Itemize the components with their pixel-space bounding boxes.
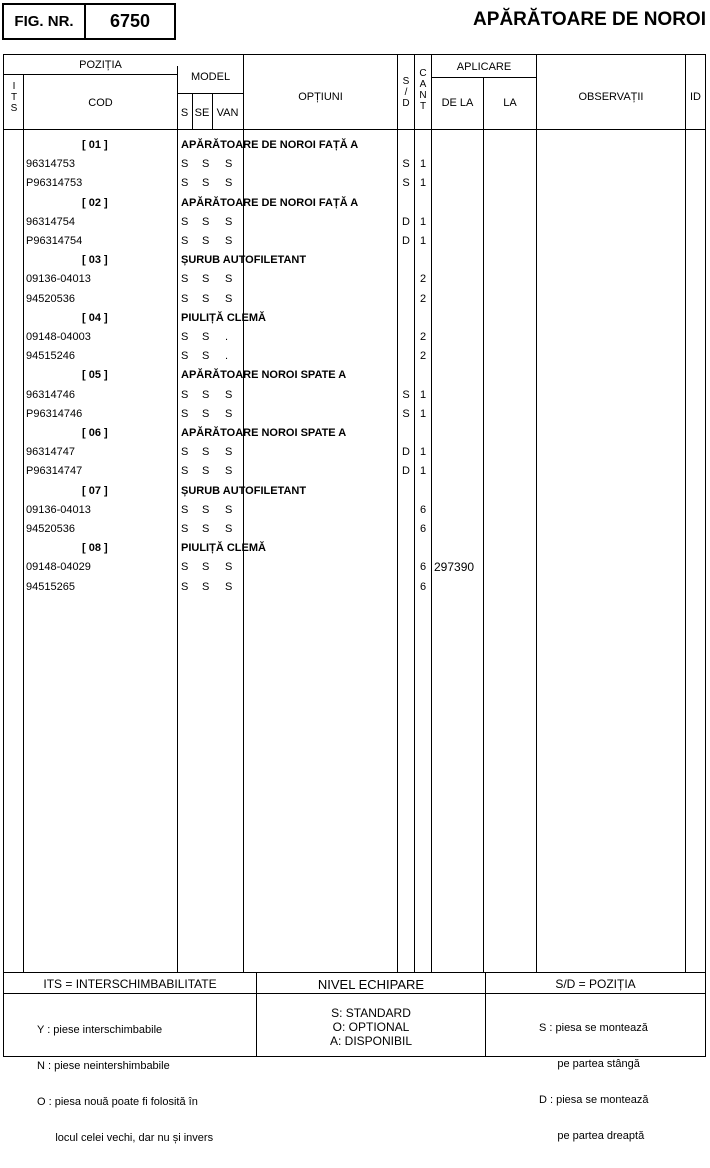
- divider: [4, 74, 177, 75]
- quantity-value: 1: [419, 235, 427, 247]
- model-s-value: S: [181, 446, 189, 459]
- model-se-value: S: [202, 465, 210, 478]
- position-number: [ 04 ]: [82, 311, 108, 324]
- position-row: [4, 366, 704, 385]
- part-description: ȘURUB AUTOFILETANT: [181, 484, 307, 497]
- model-van-value: S: [225, 177, 233, 190]
- model-s-value: S: [181, 561, 189, 574]
- model-s-value: S: [181, 388, 189, 401]
- header-model-s: S: [180, 107, 189, 119]
- quantity-value: 2: [419, 292, 427, 305]
- header-model-van: VAN: [216, 107, 239, 119]
- quantity-value: 2: [419, 331, 427, 343]
- header-aplicare: APLICARE: [456, 61, 512, 73]
- header-model-se: SE: [194, 107, 210, 119]
- model-s-value: S: [181, 580, 189, 593]
- model-se-value: S: [202, 561, 210, 574]
- part-description: APĂRĂTOARE DE NOROI FAȚĂ A: [181, 196, 359, 209]
- header-la: LA: [503, 97, 517, 109]
- side-value: S: [402, 177, 410, 190]
- table-row: [4, 270, 704, 289]
- part-code: 09136-04013: [26, 273, 91, 286]
- table-row: [4, 347, 704, 366]
- model-van-value: S: [225, 407, 233, 420]
- model-s-value: S: [181, 350, 189, 363]
- header-its: I T S: [10, 81, 18, 114]
- model-s-value: S: [181, 177, 189, 190]
- model-van-value: S: [225, 388, 233, 401]
- table-row: [4, 405, 704, 424]
- model-van-value: S: [225, 273, 233, 286]
- legend-its-list: [37, 1000, 255, 1168]
- part-code: P96314747: [26, 465, 83, 478]
- position-number: [ 02 ]: [82, 196, 108, 209]
- legend-item: pe partea dreaptă: [539, 1130, 645, 1142]
- legend-item: Y : piese interschimbabile: [37, 1024, 163, 1036]
- model-van-value: S: [225, 215, 233, 228]
- part-code: 09148-04029: [26, 561, 91, 574]
- part-code: P96314746: [26, 407, 83, 420]
- quantity-value: 1: [419, 465, 427, 478]
- legend-item: locul celei vechi, dar nu și invers: [37, 1132, 214, 1144]
- legend-nivel-list: [257, 1006, 485, 1048]
- quantity-value: 6: [419, 580, 427, 593]
- table-row: [4, 290, 704, 309]
- quantity-value: 1: [419, 158, 427, 171]
- model-s-value: S: [181, 292, 189, 305]
- part-code: P96314754: [26, 235, 83, 247]
- applies-from-value: 297390: [434, 560, 475, 575]
- model-van-value: S: [225, 465, 233, 478]
- legend-sd-title: S/D = POZIȚIA: [555, 977, 636, 991]
- quantity-value: 1: [419, 407, 427, 420]
- side-value: D: [402, 235, 410, 247]
- header-de-la: DE LA: [441, 97, 474, 109]
- model-van-value: S: [225, 446, 233, 459]
- quantity-value: 6: [419, 503, 427, 516]
- model-se-value: S: [202, 407, 210, 420]
- part-description: APĂRĂTOARE NOROI SPATE A: [181, 427, 347, 439]
- part-description: APĂRĂTOARE DE NOROI FAȚĂ A: [181, 139, 359, 151]
- quantity-value: 6: [419, 523, 427, 535]
- legend-nivel-title: NIVEL ECHIPARE: [317, 977, 425, 992]
- table-row: [4, 328, 704, 347]
- table-row: [4, 213, 704, 232]
- legend-item: A: DISPONIBIL: [329, 1034, 413, 1048]
- model-van-value: S: [225, 235, 233, 247]
- divider: [431, 77, 536, 78]
- table-row: [4, 386, 704, 405]
- model-se-value: S: [202, 580, 210, 593]
- header-id: ID: [690, 91, 701, 103]
- header-bottom-line: [4, 129, 705, 130]
- part-code: 94520536: [26, 523, 75, 535]
- model-se-value: S: [202, 215, 210, 228]
- table-row: [4, 578, 704, 597]
- model-se-value: S: [202, 177, 210, 190]
- model-se-value: S: [202, 350, 210, 363]
- model-se-value: S: [202, 503, 210, 516]
- position-number: [ 06 ]: [82, 427, 108, 439]
- part-description: PIULIȚĂ CLEMĂ: [181, 311, 266, 324]
- legend-item: N : piese neintershimbabile: [37, 1060, 170, 1072]
- model-van-value: S: [225, 292, 233, 305]
- legend-item: pe partea stângă: [539, 1058, 640, 1070]
- position-number: [ 05 ]: [82, 369, 108, 382]
- model-s-value: S: [181, 235, 189, 247]
- fig-number: 6750: [109, 11, 151, 31]
- position-number: [ 03 ]: [82, 254, 108, 267]
- quantity-value: 6: [419, 561, 427, 574]
- divider: [4, 972, 705, 973]
- table-row: [4, 558, 704, 577]
- fig-label: FIG. NR.: [4, 5, 86, 38]
- table-row: [4, 501, 704, 520]
- header-cod: COD: [88, 97, 113, 109]
- model-se-value: S: [202, 388, 210, 401]
- model-van-value: S: [225, 158, 233, 171]
- legend-sd-list: [539, 998, 704, 1166]
- figure-number-box: [2, 3, 176, 40]
- position-number: [ 08 ]: [82, 542, 108, 555]
- header-observatii: OBSERVAȚII: [578, 91, 644, 103]
- table-row: [4, 462, 704, 481]
- position-number: [ 07 ]: [82, 484, 108, 497]
- model-van-value: S: [225, 523, 233, 535]
- part-code: 09136-04013: [26, 503, 91, 516]
- model-se-value: S: [202, 235, 210, 247]
- model-van-value: .: [225, 350, 229, 363]
- side-value: S: [402, 407, 410, 420]
- quantity-value: 1: [419, 388, 427, 401]
- part-code: P96314753: [26, 177, 83, 190]
- model-se-value: S: [202, 446, 210, 459]
- legend-item: O : piesa nouă poate fi folosită în: [37, 1096, 198, 1108]
- quantity-value: 1: [419, 215, 427, 228]
- legend-item: O: OPTIONAL: [332, 1020, 410, 1034]
- side-value: S: [402, 388, 410, 401]
- model-s-value: S: [181, 523, 189, 535]
- model-se-value: S: [202, 292, 210, 305]
- quantity-value: 2: [419, 273, 427, 286]
- model-se-value: S: [202, 273, 210, 286]
- model-van-value: S: [225, 503, 233, 516]
- position-row: [4, 251, 704, 270]
- part-code: 09148-04003: [26, 331, 91, 343]
- model-s-value: S: [181, 465, 189, 478]
- header-sd: S / D: [402, 76, 410, 109]
- part-code: 94520536: [26, 292, 75, 305]
- model-s-value: S: [181, 158, 189, 171]
- table-row: [4, 174, 704, 193]
- part-description: ȘURUB AUTOFILETANT: [181, 254, 307, 267]
- part-code: 96314747: [26, 446, 75, 459]
- table-row: [4, 232, 704, 251]
- header-optiuni: OPȚIUNI: [298, 91, 343, 103]
- part-code: 94515265: [26, 580, 75, 593]
- legend-item: D : piesa se montează: [539, 1094, 649, 1106]
- quantity-value: 1: [419, 177, 427, 190]
- position-row: [4, 424, 704, 443]
- table-row: [4, 520, 704, 539]
- quantity-value: 2: [419, 350, 427, 363]
- part-code: 96314754: [26, 215, 75, 228]
- side-value: D: [402, 446, 410, 459]
- part-description: PIULIȚĂ CLEMĂ: [181, 542, 266, 555]
- side-value: S: [402, 158, 410, 171]
- position-row: [4, 539, 704, 558]
- position-row: [4, 136, 704, 155]
- model-se-value: S: [202, 523, 210, 535]
- header-cant: C A N T: [419, 68, 427, 112]
- legend-item: S : piesa se montează: [539, 1022, 648, 1034]
- side-value: D: [402, 465, 410, 478]
- part-code: 96314746: [26, 388, 75, 401]
- header-pozitia: POZIȚIA: [79, 59, 122, 71]
- header-model: MODEL: [190, 71, 231, 83]
- part-code: 96314753: [26, 158, 75, 171]
- legend-item: S: STANDARD: [331, 1006, 411, 1020]
- table-row: [4, 443, 704, 462]
- position-row: [4, 309, 704, 328]
- divider: [177, 93, 243, 94]
- model-van-value: S: [225, 561, 233, 574]
- table-body: [4, 136, 704, 971]
- model-van-value: .: [225, 331, 229, 343]
- quantity-value: 1: [419, 446, 427, 459]
- position-row: [4, 194, 704, 213]
- divider: [4, 993, 705, 994]
- model-s-value: S: [181, 503, 189, 516]
- part-description: APĂRĂTOARE NOROI SPATE A: [181, 369, 347, 382]
- table-row: [4, 155, 704, 174]
- part-code: 94515246: [26, 350, 75, 363]
- model-se-value: S: [202, 331, 210, 343]
- legend-its-title: ITS = INTERSCHIMBABILITATE: [43, 977, 217, 991]
- model-s-value: S: [181, 215, 189, 228]
- model-s-value: S: [181, 407, 189, 420]
- model-se-value: S: [202, 158, 210, 171]
- model-van-value: S: [225, 580, 233, 593]
- parts-table: [3, 54, 706, 1144]
- page-title: APĂRĂTOARE DE NOROI: [473, 9, 706, 30]
- position-row: [4, 482, 704, 501]
- model-s-value: S: [181, 273, 189, 286]
- position-number: [ 01 ]: [82, 139, 108, 151]
- side-value: D: [402, 215, 410, 228]
- model-s-value: S: [181, 331, 189, 343]
